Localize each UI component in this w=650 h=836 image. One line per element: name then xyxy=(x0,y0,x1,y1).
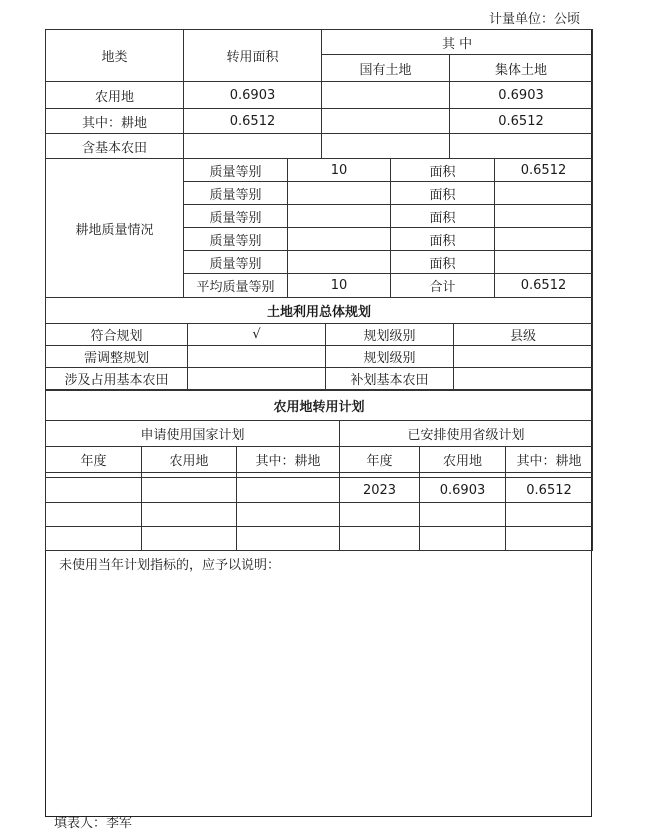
avg-grade-label: 平均质量等别 xyxy=(184,274,288,298)
col-header-cultivated: 其中：耕地 xyxy=(506,447,593,473)
area-value xyxy=(495,251,593,274)
state-land-value xyxy=(322,109,450,134)
col-header-agri: 农用地 xyxy=(420,447,506,473)
converted-area-value: 0.6903 xyxy=(184,82,322,109)
table-cell xyxy=(142,478,237,503)
conform-label: 符合规划 xyxy=(46,324,188,346)
table-cell xyxy=(46,527,142,551)
grade-label: 质量等别 xyxy=(184,228,288,251)
table-cell: 0.6512 xyxy=(506,478,593,503)
quality-table xyxy=(45,158,593,298)
avg-grade-value: 10 xyxy=(288,274,391,298)
area-label: 面积 xyxy=(391,251,495,274)
table-cell xyxy=(142,527,237,551)
table-cell xyxy=(46,478,142,503)
unit-note: 计量单位：公顷 xyxy=(489,12,581,27)
area-value: 0.6512 xyxy=(495,159,593,182)
grade-value: 10 xyxy=(288,159,391,182)
grade-value xyxy=(288,182,391,205)
state-land-value xyxy=(322,134,450,159)
collective-land-value: 0.6512 xyxy=(450,109,593,134)
area-label: 面积 xyxy=(391,205,495,228)
basic-farmland-label: 涉及占用基本农田 xyxy=(46,368,188,390)
table-cell xyxy=(340,503,420,527)
national-plan-label: 申请使用国家计划 xyxy=(46,421,340,447)
header-state-land: 国有土地 xyxy=(322,55,450,82)
grade-label: 质量等别 xyxy=(184,159,288,182)
converted-area-value xyxy=(184,134,322,159)
area-value xyxy=(495,205,593,228)
supplement-value xyxy=(454,368,593,390)
col-header-year: 年度 xyxy=(46,447,142,473)
col-header-year: 年度 xyxy=(340,447,420,473)
area-value xyxy=(495,228,593,251)
table-cell xyxy=(420,503,506,527)
header-converted-area: 转用面积 xyxy=(184,30,322,82)
header-collective-land: 集体土地 xyxy=(450,55,593,82)
adjust-value xyxy=(188,346,326,368)
table-cell xyxy=(46,503,142,527)
area-value xyxy=(495,182,593,205)
table-cell xyxy=(237,478,340,503)
planning-table xyxy=(45,297,593,390)
basic-farmland-value xyxy=(188,368,326,390)
row-label: 其中：耕地 xyxy=(46,109,184,134)
table-cell xyxy=(420,527,506,551)
col-header-cultivated: 其中：耕地 xyxy=(237,447,340,473)
filler-name: 填表人：李军 xyxy=(54,816,133,831)
conversion-plan-table xyxy=(45,390,593,551)
unused-plan-note: 未使用当年计划指标的，应予以说明： xyxy=(59,558,281,573)
plan-level-value xyxy=(454,346,593,368)
converted-area-value: 0.6512 xyxy=(184,109,322,134)
grade-value xyxy=(288,205,391,228)
area-label: 面积 xyxy=(391,228,495,251)
adjust-label: 需调整规划 xyxy=(46,346,188,368)
area-label: 面积 xyxy=(391,159,495,182)
header-of-which: 其 中 xyxy=(322,30,593,55)
table-cell xyxy=(237,503,340,527)
quality-label: 耕地质量情况 xyxy=(46,159,184,298)
plan-level-label: 规划级别 xyxy=(326,346,454,368)
table-cell: 0.6903 xyxy=(420,478,506,503)
provincial-plan-label: 已安排使用省级计划 xyxy=(340,421,593,447)
table-cell xyxy=(340,527,420,551)
land-type-table xyxy=(45,29,593,159)
supplement-label: 补划基本农田 xyxy=(326,368,454,390)
collective-land-value: 0.6903 xyxy=(450,82,593,109)
state-land-value xyxy=(322,82,450,109)
grade-value xyxy=(288,228,391,251)
header-land-type: 地类 xyxy=(46,30,184,82)
grade-label: 质量等别 xyxy=(184,251,288,274)
total-area-value: 0.6512 xyxy=(495,274,593,298)
table-cell xyxy=(237,527,340,551)
grade-value xyxy=(288,251,391,274)
planning-title: 土地利用总体规划 xyxy=(46,298,593,324)
table-cell: 2023 xyxy=(340,478,420,503)
row-label: 农用地 xyxy=(46,82,184,109)
grade-label: 质量等别 xyxy=(184,182,288,205)
plan-level-value: 县级 xyxy=(454,324,593,346)
conform-value: √ xyxy=(188,324,326,346)
plan-level-label: 规划级别 xyxy=(326,324,454,346)
table-cell xyxy=(506,527,593,551)
row-label: 含基本农田 xyxy=(46,134,184,159)
table-cell xyxy=(142,503,237,527)
table-cell xyxy=(506,503,593,527)
conversion-plan-title: 农用地转用计划 xyxy=(46,391,593,421)
area-label: 面积 xyxy=(391,182,495,205)
col-header-agri: 农用地 xyxy=(142,447,237,473)
grade-label: 质量等别 xyxy=(184,205,288,228)
total-label: 合计 xyxy=(391,274,495,298)
collective-land-value xyxy=(450,134,593,159)
